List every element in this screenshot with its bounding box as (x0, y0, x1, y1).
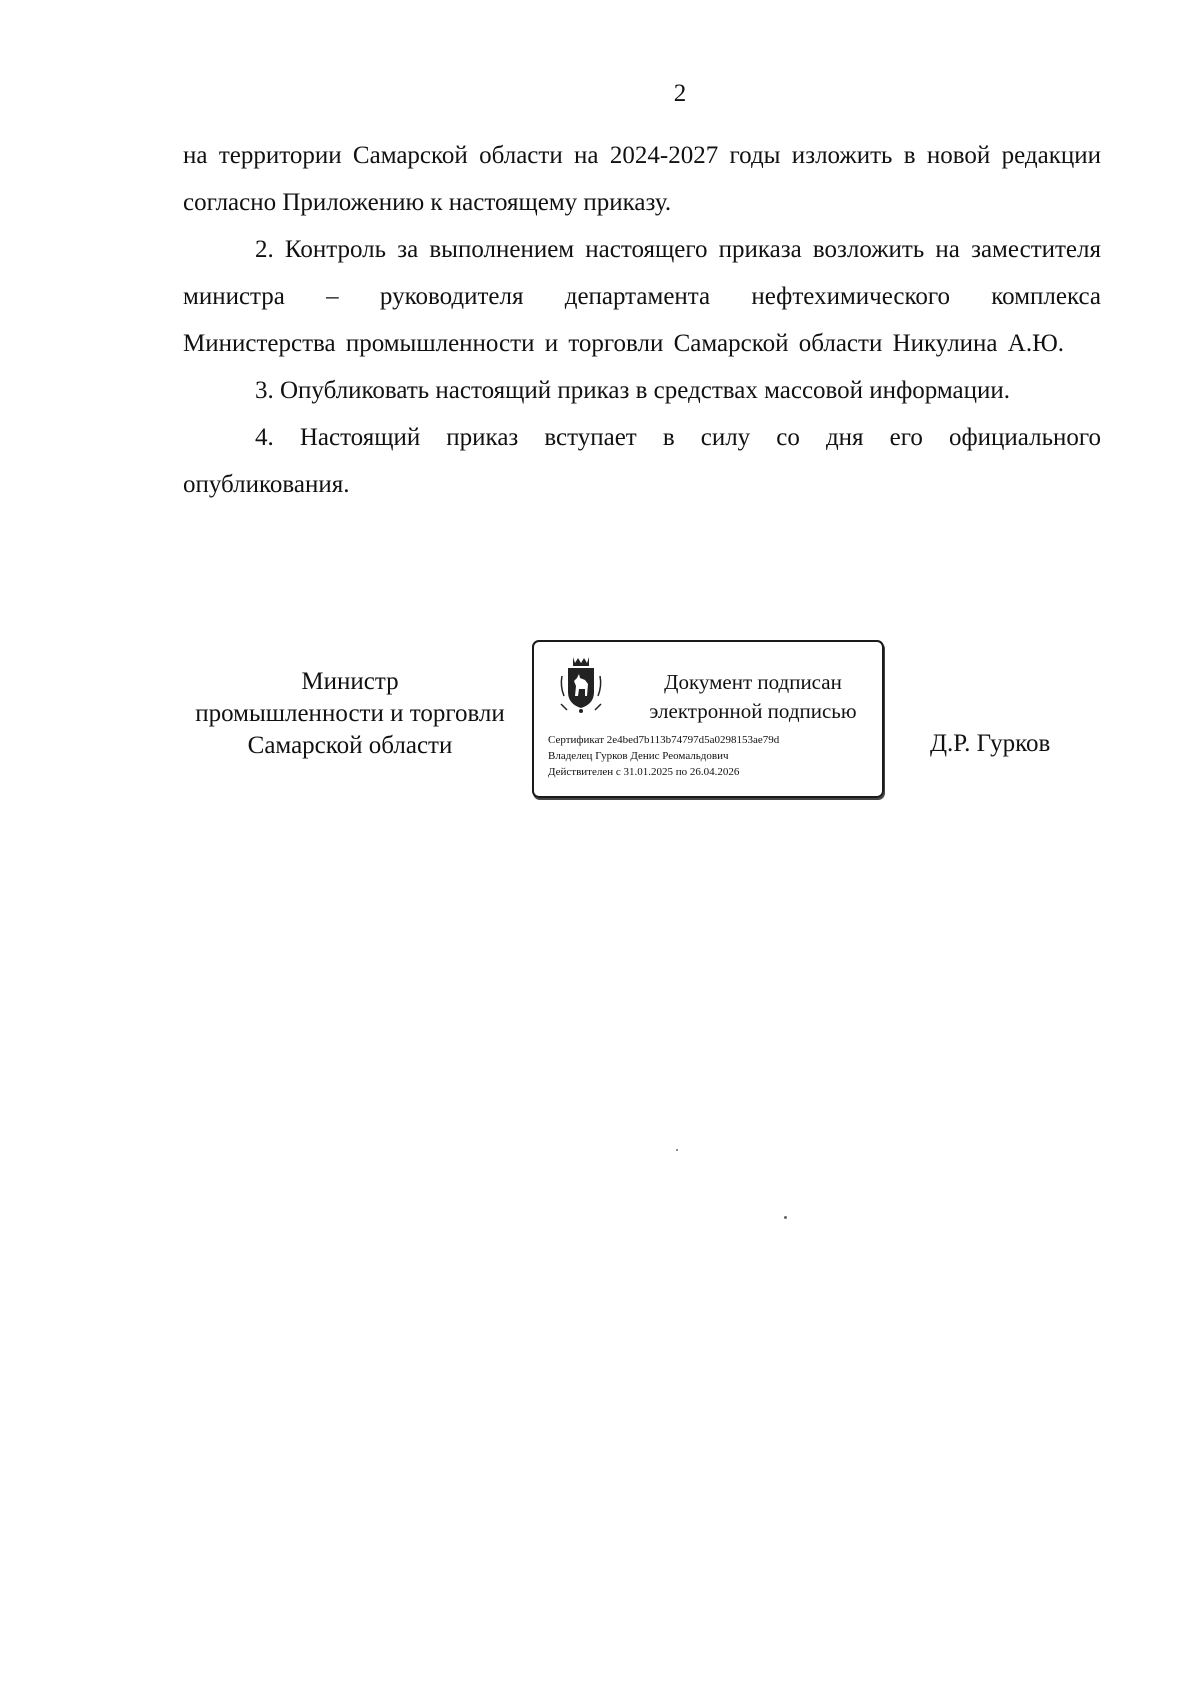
stamp-header-line: электронной подписью (649, 699, 857, 723)
paragraph-item-4: 4. Настоящий приказ вступает в силу со дня его официального опубликования. (183, 424, 1101, 498)
signature-block (0, 640, 1200, 810)
certificate-owner: Владелец Гурков Денис Реомальдович (548, 750, 729, 762)
paragraph-continuation: на территории Самарской области на 2024-2027 годы изложить в новой редакции согласно Приложению к настоящему приказу. (183, 142, 1101, 216)
certificate-validity: Действителен с 31.01.2025 по 26.04.2026 (548, 766, 740, 778)
stamp-header (628, 668, 878, 726)
signatory-title-line: Министр (301, 668, 399, 695)
e-signature-stamp (532, 640, 884, 798)
page-number: 2 (673, 80, 687, 107)
paragraph-item-3: 3. Опубликовать настоящий приказ в средствах массовой информации. (255, 377, 1011, 404)
signatory-title-line: промышленности и торговли (195, 700, 505, 727)
paragraph-item-2: 2. Контроль за выполнением настоящего приказа возложить на заместителя министра – руководителя департамента нефтехимического комплекса Министерства промышленности и торговли Самарской области Никулина А.Ю. (183, 236, 1101, 357)
certificate-number: Сертификат 2e4bed7b113b74797d5a0298153ae79d (548, 734, 780, 746)
stamp-details (548, 732, 878, 780)
signatory-title-line: Самарской области (247, 732, 453, 759)
document-body (183, 132, 1101, 508)
scan-speck (676, 1149, 678, 1151)
stamp-header-line: Документ подписан (664, 670, 842, 694)
signatory-name: Д.Р. Гурков (930, 730, 1051, 757)
coat-of-arms-icon (558, 654, 604, 714)
scan-speck (784, 1216, 787, 1219)
signatory-title (170, 666, 530, 762)
